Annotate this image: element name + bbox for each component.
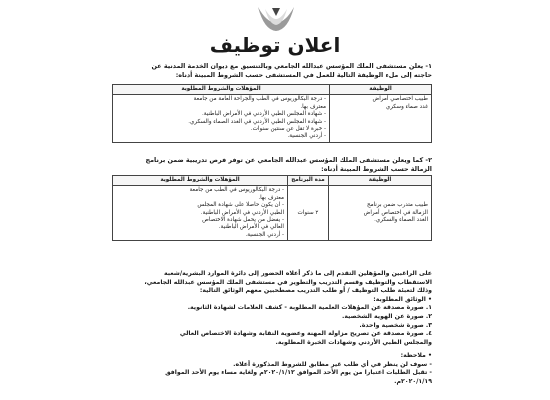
table-row bbox=[113, 186, 432, 241]
section2-intro: ٢- كما ويعلن مستشفى الملك المؤسس عبدالله الجامعي عن توفر فرص تدريبية ضمن برنامج الزمالة حسب الشروط المبينة أدناه: bbox=[145, 156, 432, 173]
col-header-job: الوظيفة bbox=[330, 85, 432, 95]
quals-cell: - درجة البكالوريوس في الطب من جامعة معترف بها. - ان يكون حاصلا على شهادة المجلس الطبي الأردني في الأمراض الباطنية. - يفضل من يحمل شهادة الاختصاص العالي في الأمراض الباطنية. - أردني الجنسية. bbox=[113, 186, 288, 241]
col-header-quals: المؤهلات والشروط المطلوبة bbox=[113, 85, 330, 95]
table-row bbox=[113, 95, 432, 142]
duration-cell: ٢ سنوات bbox=[288, 186, 329, 241]
quals-cell: - درجة البكالوريوس في الطب والجراحة العامة من جامعة معترف بها. - شهادة المجلس الطبي الأردني في الأمراض الباطنية. - شهادة المجلس الطبي الأردني في الغدد الصماء والسكري. - خبرة لا تقل عن سنتين سنوات. - أردني الجنسية. bbox=[113, 95, 330, 142]
job-cell: طبيب متدرب ضمن برنامج الزمالة في اختصاص أمراض الغدد الصماء والسكري. bbox=[329, 186, 432, 241]
section1-table bbox=[112, 84, 432, 143]
col-header-duration: مدة البرنامج bbox=[288, 176, 329, 186]
section2-table bbox=[112, 175, 432, 241]
page-title: اعلان توظيف bbox=[209, 33, 341, 57]
university-hospital-logo-icon bbox=[252, 4, 300, 34]
col-header-job: الوظيفة bbox=[329, 176, 432, 186]
col-header-quals: المؤهلات والشروط المطلوبة bbox=[113, 176, 288, 186]
section1-intro: ١- يعلن مستشفى الملك المؤسس عبدالله الجامعي وبالتنسيق مع ديوان الخدمة المدنية عن حاجته إلى ملء الوظيفة التالية للعمل في المستشفى حسب الشروط المبينة أدناه: bbox=[151, 62, 432, 79]
application-instructions: على الراغبين والمؤهلين التقدم إلى ما ذكر أعلاه الحضور إلى دائرة الموارد البشرية/شعبة الاستقطاب والتوظيف وقسم التدريب والتطوير في مستشفى الملك المؤسس عبدالله الجامعي، وذلك لتعبئة طلب التوظيف / أو طلب التدريب مصطحبين معهم الوثائق التالية: • الوثائق المطلوبة: ١. صورة مصدقة عن المؤهلات العلمية المطلوبة - كشف العلامات لشهادة الثانوية. ٢. صورة عن الهوية الشخصية. ٣. صورة شخصية واحدة. ٤. صورة مصدقة عن تصريح مزاولة المهنة وعضوية النقابة وشهادة الاختصاص العالي والمجلس الطبي الأردني وشهادات الخبرة المطلوبة. bbox=[144, 270, 432, 346]
job-cell: طبيب اختصاصي أمراض غدد صماء وسكري bbox=[330, 95, 432, 142]
notes-section: • ملاحظة: - سوف لن ينظر في أي طلب غير مطابق للشروط المذكورة أعلاه. - تقبل الطلبات اعتبارا من يوم الأحد الموافق ٢٠٢٠/١/١٢م ولغاية مساء يوم الأحد الموافق ٢٠٢٠/١/١٩م. bbox=[165, 352, 432, 385]
